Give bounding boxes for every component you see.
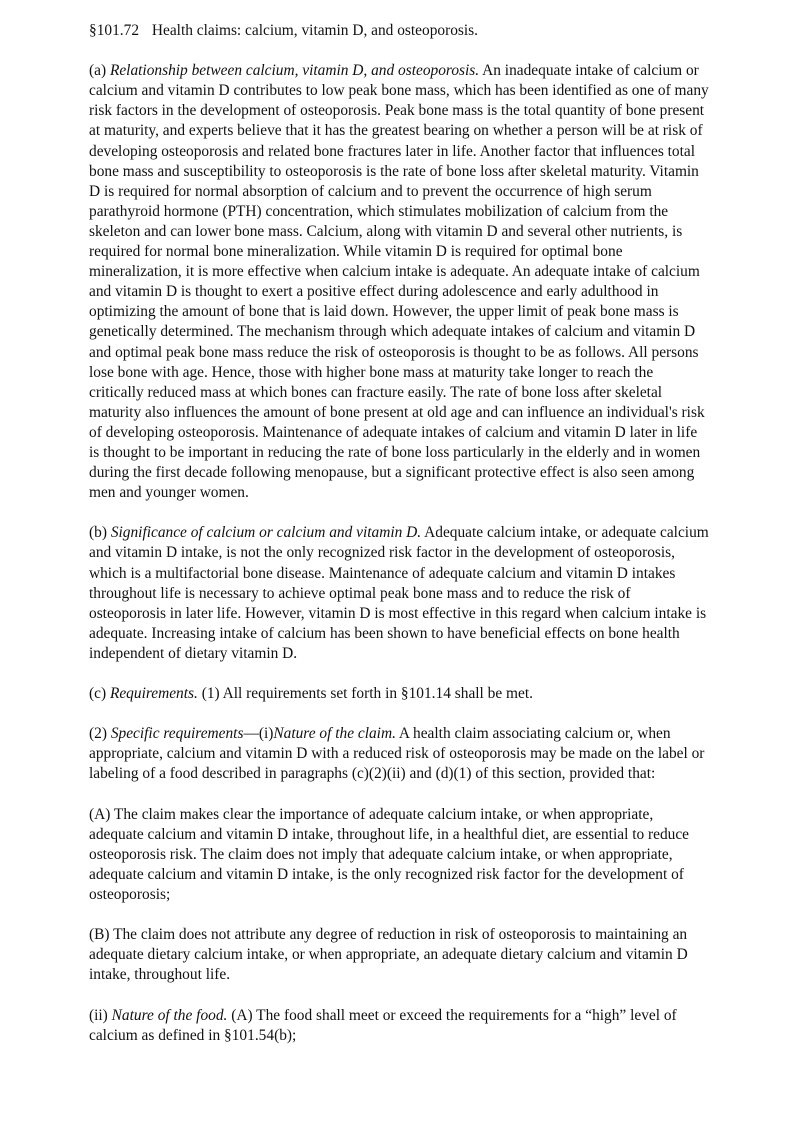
paragraph-c-label: (c)	[89, 685, 107, 703]
paragraph-c-body: (1) All requirements set forth in §101.14 shall be met.	[201, 685, 533, 703]
paragraph-b-title: Significance of calcium or calcium and vitamin D.	[110, 524, 422, 542]
document-page	[89, 21, 709, 1066]
paragraph-ii-label: (ii)	[89, 1006, 108, 1024]
paragraph-A: (A) The claim makes clear the importance of adequate calcium intake, or when appropriate, adequate calcium and vitamin D intake, throughout life, in a healthful diet, are essential to reduce osteoporosis risk. The claim does not imply that adequate calcium intake, or when appropriate, adequate calcium and vitamin D intake, is the only recognized risk factor for the development of osteoporosis;	[89, 805, 690, 904]
paragraph-B: (B) The claim does not attribute any degree of reduction in risk of osteoporosis to maintaining an adequate dietary calcium intake, or when appropriate, an adequate dietary calcium and vitamin D intake, throughout life.	[89, 926, 688, 984]
paragraph-c2	[89, 724, 709, 784]
paragraph-c	[89, 684, 709, 704]
paragraph-c-title: Requirements.	[109, 685, 198, 703]
paragraph-b-body: Adequate calcium intake, or adequate calcium and vitamin D intake, is not the only recognized risk factor in the development of osteoporosis, which is a multifactorial bone disease. Maintenance of adequate calcium and vitamin D intakes throughout life is necessary to achieve optimal peak bone mass and to reduce the risk of osteoporosis in later life. However, vitamin D is most effective in this regard when calcium intake is adequate. Increasing intake of calcium has been shown to have beneficial effects on bone health independent of dietary vitamin D.	[89, 524, 709, 662]
paragraph-ii	[89, 1006, 709, 1046]
section-title: Health claims: calcium, vitamin D, and osteoporosis.	[151, 22, 479, 39]
paragraph-b-label: (b)	[89, 524, 107, 542]
paragraph-a-body: An inadequate intake of calcium or calcium and vitamin D contributes to low peak bone mass, which has been identified as one of many risk factors in the development of osteoporosis. Peak bone mass is the total quantity of bone present at maturity, and experts believe that it has the greatest bearing on whether a person will be at risk of developing osteoporosis and related bone fractures later in life. Another factor that influences total bone mass and susceptibility to osteoporosis is the rate of bone loss after skeletal maturity. Vitamin D is required for normal absorption of calcium and to prevent the occurrence of high serum parathyroid hormone (PTH) concentration, which stimulates mobilization of calcium from the skeleton and can lower bone mass. Calcium, along with vitamin D and several other nutrients, is required for normal bone mineralization. While vitamin D is required for optimal bone mineralization, it is more effective when calcium intake is adequate. An adequate intake of calcium and vitamin D is thought to exert a positive effect during adolescence and early adulthood in optimizing the amount of bone that is laid down. However, the upper limit of peak bone mass is genetically determined. The mechanism through which adequate intakes of calcium and vitamin D and optimal peak bone mass reduce the risk of osteoporosis is thought to be as follows. All persons lose bone with age. Hence, those with higher bone mass at maturity take longer to reach the critically reduced mass at which bones can fracture easily. The rate of bone loss after skeletal maturity also influences the amount of bone present at old age and can influence an individual's risk of developing osteoporosis. Maintenance of adequate intakes of calcium and vitamin D later in life is thought to be important in reducing the rate of bone loss particularly in the elderly and in women during the first decade following menopause, but a significant protective effect is also seen among men and younger women.	[89, 62, 709, 502]
paragraph-c2-dash: —(i)	[243, 725, 274, 743]
paragraph-c2-title: Specific requirements	[110, 725, 244, 743]
paragraph-c2-label: (2)	[89, 725, 107, 743]
section-number: §101.72	[89, 22, 140, 39]
paragraph-a-title: Relationship between calcium, vitamin D, and osteoporosis.	[109, 62, 480, 80]
paragraph-a	[89, 61, 709, 503]
section-heading	[89, 21, 709, 41]
paragraph-c2-subtitle: Nature of the claim.	[273, 725, 396, 743]
paragraph-c2-body: A health claim associating calcium or, when appropriate, calcium and vitamin D with a reduced risk of osteoporosis may be made on the label or labeling of a food described in paragraphs (c)(2)(ii) and (d)(1) of this section, provided that:	[89, 725, 705, 783]
paragraph-a-label: (a)	[89, 62, 107, 80]
paragraph-ii-body: (A) The food shall meet or exceed the requirements for a “high” level of calcium as defined in §101.54(b);	[89, 1006, 677, 1044]
paragraph-b	[89, 523, 709, 664]
paragraph-ii-title: Nature of the food.	[111, 1006, 228, 1024]
